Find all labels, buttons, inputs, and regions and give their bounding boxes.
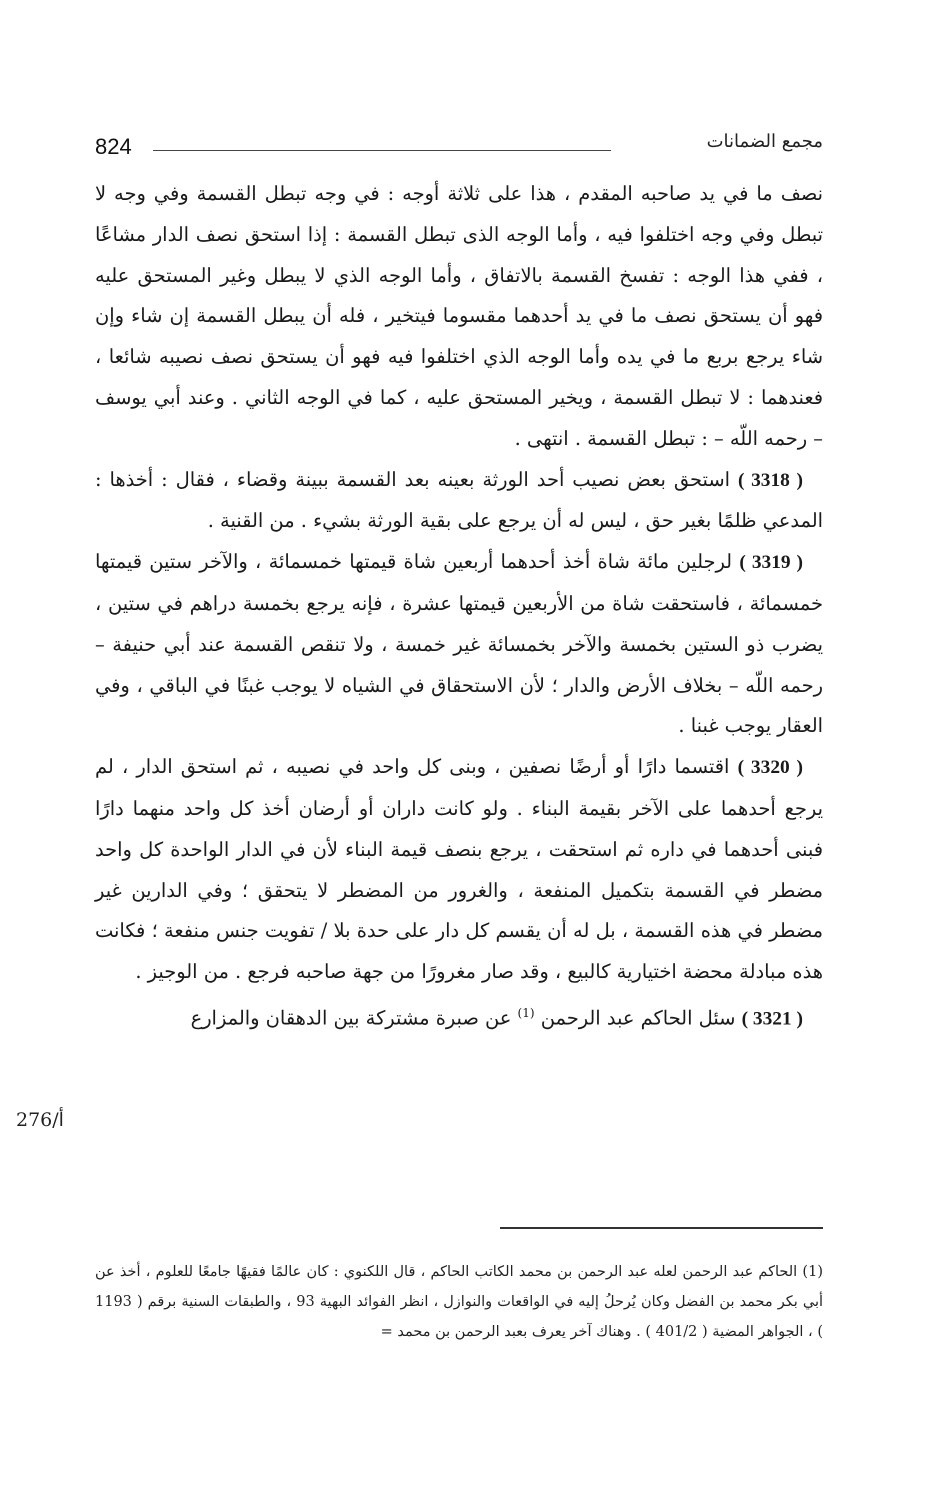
page-header — [95, 126, 823, 174]
paragraph-3318 — [95, 460, 823, 543]
paragraph-3319 — [95, 542, 823, 747]
paragraph-3320 — [95, 747, 823, 993]
footnote-separator — [500, 1227, 823, 1229]
header-rule — [153, 150, 611, 151]
running-title: مجمع الضمانات — [706, 131, 823, 152]
main-text — [95, 174, 823, 1040]
issue-number: ( 3319 ) — [739, 552, 804, 574]
footnote-1: (1) الحاكم عبد الرحمن لعله عبد الرحمن بن محمد الكاتب الحاكم ، قال اللكنوي : كان عالمًا فقيهًا جامعًا للعلوم ، أخذ عن أبي بكر محمد بن الفضل وكان يُرحلُ إليه في الواقعات والنوازل ، انظر الفوائد البهية 93 ، والطبقات السنية برقم ( 1193 ) ، الجواهر المضية ( 401/2 ) . وهناك آخر يعرف بعبد الرحمن بن محمد = — [95, 1264, 824, 1340]
page-number: 824 — [95, 134, 132, 159]
paragraph-text: اقتسما دارًا أو أرضًا نصفين ، وبنى كل واحد في نصيبه ، ثم استحق الدار ، لم يرجع أحدهما على الآخر بقيمة البناء . ولو كانت داران أو أرضان أخذ كل واحد منهما دارًا فبنى أحدهما في داره ثم استحقت ، يرجع بنصف قيمة البناء لأن في الدار الواحدة كل واحد مضطر في القسمة بتكميل المنفعة ، والغرور من المضطر لا يتحقق ؛ وفي الدارين غير مضطر في هذه القسمة ، بل له أن يقسم كل دار على حدة بلا / تفويت جنس منفعة ؛ فكانت هذه مبادلة محضة اختيارية كالبيع ، وقد صار مغرورًا من جهة صاحبه فرجع . من الوجيز . — [95, 755, 823, 984]
paragraph-3321 — [95, 993, 823, 1040]
footnote-reference: (1) — [517, 1005, 535, 1020]
issue-number: ( 3320 ) — [737, 757, 804, 779]
paragraph-text: لرجلين مائة شاة أخذ أحدهما أربعين شاة قيمتها خمسمائة ، والآخر ستين قيمتها خمسمائة ، فاستحقت شاة من الأربعين قيمتها عشرة ، فإنه يرجع بخمسة دراهم في ستين ، يضرب ذو الستين بخمسة والآخر بخمسائة غير خمسة ، ولا تنقص القسمة عند أبي حنيفة – رحمه اللّه – بخلاف الأرض والدار ؛ لأن الاستحقاق في الشياه لا يوجب غبنًا في الباقي ، وفي العقار يوجب غبنا . — [95, 550, 823, 738]
issue-number: ( 3321 ) — [741, 1008, 803, 1030]
paragraph-text: عن صبرة مشتركة بين الدهقان والمزارع — [190, 1006, 512, 1030]
manuscript-folio-marker: 276/أ — [16, 1109, 64, 1131]
issue-number: ( 3318 ) — [737, 469, 803, 491]
paragraph-text: استحق بعض نصيب أحد الورثة بعينه بعد القسمة ببينة وقضاء ، فقال : أخذها : المدعي ظلمًا بغير حق ، ليس له أن يرجع على بقية الورثة بشيء . من القنية . — [95, 467, 823, 533]
paragraph-text: سئل الحاكم عبد الرحمن — [540, 1006, 736, 1030]
footnotes — [95, 1257, 823, 1347]
paragraph-continuation: نصف ما في يد صاحبه المقدم ، هذا على ثلاثة أوجه : في وجه تبطل القسمة وفي وجه لا تبطل وفي وجه اختلفوا فيه ، وأما الوجه الذى تبطل القسمة : إذا استحق نصف الدار مشاعًا ، ففي هذا الوجه : تفسخ القسمة بالاتفاق ، وأما الوجه الذي لا يبطل وغير المستحق عليه فهو أن يستحق نصف ما في يد أحدهما مقسوما فيتخير ، فله أن يبطل القسمة إن شاء وإن شاء يرجع بربع ما في يده وأما الوجه الذي اختلفوا فيه فهو أن يستحق نصف نصيبه شائعا ، فعندهما : لا تبطل القسمة ، ويخير المستحق عليه ، كما في الوجه الثاني . وعند أبي يوسف – رحمه اللّه – : تبطل القسمة . انتهى . — [95, 182, 823, 450]
